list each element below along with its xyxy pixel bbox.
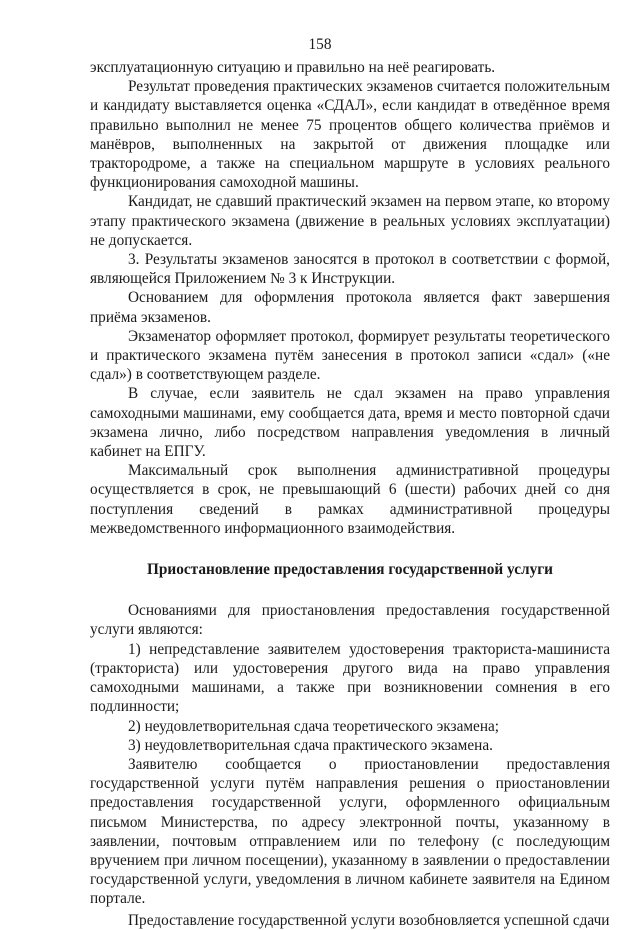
document-body (90, 58, 610, 930)
paragraph-notification: Заявителю сообщается о приостановлении предоставления государственной услуги путём направления решения о приостановлении предоставления государственной услуги, оформленного официальным письмом Министерства, по адресу электронной почты, указанному в заявлении, почтовым отправлением или по телефону (с последующим вручением при личном посещении), указанному в заявлении о предоставлении государственной услуги, уведомления в личном кабинете заявителя на Едином портале. (90, 755, 610, 908)
paragraph-grounds: Основаниями для приостановления предоставления государственной услуги являются: (90, 602, 610, 639)
list-item-1: 1) непредставление заявителем удостоверения тракториста-машиниста (тракториста) или удостоверения другого вида на право управления самоходными машинами, а также при возникновении сомнения в его подлинности; (90, 640, 610, 716)
paragraph-protocol-basis: Основанием для оформления протокола является факт завершения приёма экзаменов. (90, 289, 610, 326)
paragraph-first-stage: Кандидат, не сдавший практический экзамен на первом этапе, ко второму этапу практического экзамена (движение в реальных условиях эксплуатации) не допускается. (90, 193, 610, 249)
page-number: 158 (308, 36, 332, 53)
paragraph-protocol-form: 3. Результаты экзаменов заносятся в протокол в соответствии с формой, являющейся Приложением № 3 к Инструкции. (90, 251, 610, 288)
section-heading: Приостановление предоставления государственной услуги (147, 561, 553, 579)
paragraph-examiner: Экзаменатор оформляет протокол, формирует результаты теоретического и практического экзамена путём занесения в протокол записи «сдал» («не сдал») в соответствующем разделе. (90, 327, 610, 384)
paragraph-continuation: эксплуатационную ситуацию и правильно на неё реагировать. (90, 59, 496, 76)
list-item-3: 3) неудовлетворительная сдача практического экзамена. (128, 736, 493, 754)
paragraph-max-term: Максимальный срок выполнения административной процедуры осуществляется в срок, не превышающий 6 (шести) рабочих дней со дня поступления сведений в рамках административной процедуры межведомственного информационного взаимодействия. (90, 462, 610, 537)
paragraph-exam-result: Результат проведения практических экзаменов считается положительным и кандидату выставляется оценка «СДАЛ», если кандидат в отведённое время правильно выполнил не менее 75 процентов общего количества приёмов и манёвров, выполненных на закрытой от движения площадке или трактородроме, а также на специальном маршруте в условиях реального функционирования самоходной машины. (90, 78, 610, 192)
paragraph-resumption: Предоставление государственной услуги возобновляется успешной сдачи (128, 911, 610, 929)
list-item-2: 2) неудовлетворительная сдача теоретического экзамена; (128, 717, 500, 735)
paragraph-retake: В случае, если заявитель не сдал экзамен на право управления самоходными машинами, ему сообщается дата, время и место повторной сдачи экзамена лично, либо посредством направления уведомления в личный кабинет на ЕПГУ. (90, 385, 610, 461)
